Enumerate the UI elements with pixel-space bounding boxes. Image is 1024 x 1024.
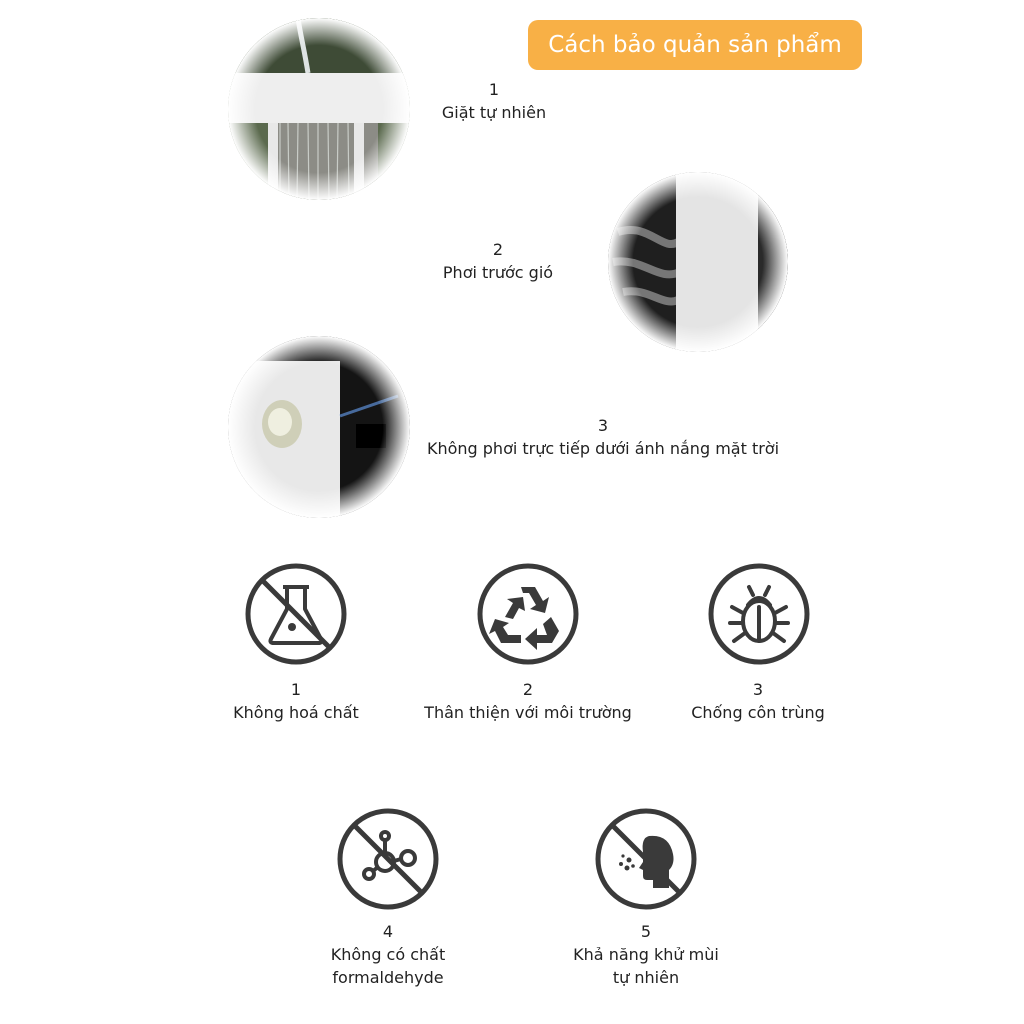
feature-5-number: 5 [640,922,652,941]
feature-3-number: 3 [752,680,764,699]
feature-3-label: Chống côn trùng [691,703,825,722]
feature-5-label-line2: tự nhiên [612,968,680,987]
no-sunlight-photo [228,336,410,518]
care-step-1-caption [414,78,574,124]
feature-4-label-line2: formaldehyde [332,968,444,987]
care-step-3-label: Không phơi trực tiếp dưới ánh nắng mặt trời [426,439,780,458]
header-title-badge: Cách bảo quản sản phẩm [528,20,862,70]
feature-4-number: 4 [382,922,394,941]
washing-photo [228,18,410,200]
no-odor-face-icon [593,806,699,916]
feature-2-number: 2 [522,680,534,699]
feature-1-label: Không hoá chất [233,703,359,722]
wind-drying-photo [608,172,788,352]
care-step-2-caption [418,238,578,284]
feature-1-caption [206,678,386,724]
care-step-3-number: 3 [597,416,609,435]
care-step-2-label: Phơi trước gió [442,263,554,282]
care-step-3-caption [418,414,788,460]
feature-4-label-line1: Không có chất [330,945,446,964]
no-formaldehyde-molecule-icon [335,806,441,916]
feature-1-number: 1 [290,680,302,699]
feature-2-caption [412,678,644,724]
feature-5-label-line1: Khả năng khử mùi [573,945,719,964]
care-step-1-number: 1 [488,80,500,99]
recycle-icon [475,561,581,671]
care-step-1-label: Giặt tự nhiên [441,103,547,122]
care-step-2-number: 2 [492,240,504,259]
no-chemical-flask-icon [243,561,349,671]
bug-icon [706,561,812,671]
feature-4-caption [296,920,480,989]
feature-5-caption [556,920,736,989]
feature-2-label: Thân thiện với môi trường [424,703,632,722]
feature-3-caption [672,678,844,724]
